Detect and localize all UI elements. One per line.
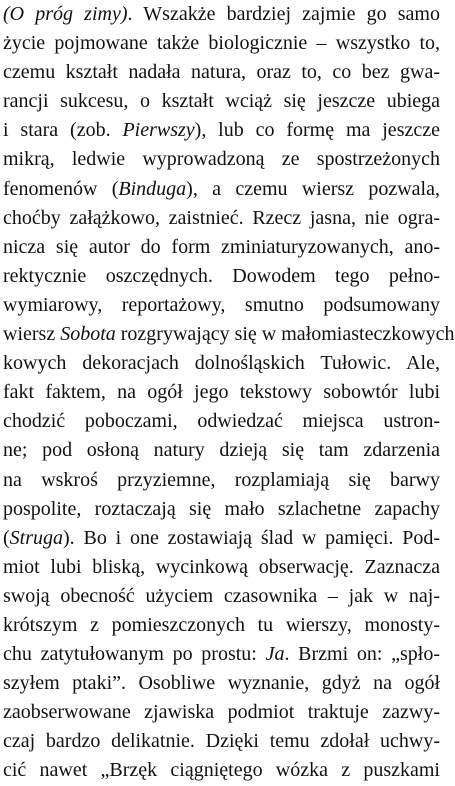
text-line [3, 320, 455, 349]
line-segment: fenomenów ( [3, 177, 119, 200]
text-line [3, 553, 440, 582]
line-segment: pospolite, roztaczają się mało szlachetne zapachy [3, 497, 440, 520]
line-segment: miot lubi bliską, wycinkową obserwację. Zaznacza [3, 555, 440, 578]
text-line [3, 29, 440, 58]
line-segment: ne; pod osłoną natury dzieją się tam zdarzenia [3, 439, 440, 462]
line-segment: ). Bo i one zostawiają ślad w pamięci. Pod- [63, 526, 440, 549]
line-segment: ( [3, 526, 10, 549]
line-segment: cić nawet „Brzęk ciągniętego wózka z puszkami [3, 759, 440, 782]
line-segment: Sobota [60, 323, 116, 346]
line-segment: czemu kształt nadała natura, oraz to, co bez gwa- [3, 61, 440, 84]
line-segment: Pierwszy [122, 119, 195, 142]
line-segment: wymiarowy, reportażowy, smutno podsumowany [3, 293, 440, 316]
text-line [3, 349, 440, 378]
line-segment: czaj bardzo delikatnie. Dzięki temu zdołał uchwy- [3, 730, 440, 753]
line-segment: Ja [265, 643, 285, 666]
line-segment: (O próg zimy) [3, 3, 128, 25]
text-line [3, 727, 440, 756]
text-line [3, 640, 440, 669]
text-line [3, 0, 440, 29]
text-line [3, 611, 440, 640]
line-segment: życie pojmowane także biologicznie – wszystko to, [3, 32, 440, 55]
line-segment: . Wszakże bardziej zajmie go samo [127, 3, 440, 25]
text-line [3, 175, 440, 204]
text-line [3, 378, 440, 407]
text-line [3, 466, 440, 495]
text-line [3, 262, 440, 291]
line-segment: chu zatytułowanym po prostu: [3, 643, 266, 666]
text-line [3, 756, 440, 785]
text-line [3, 291, 440, 320]
line-segment: kowych dekoracjach dolnośląskich Tułowic. Ale, [3, 352, 440, 375]
text-line [3, 407, 440, 436]
text-line [3, 116, 440, 145]
text-line [3, 495, 440, 524]
line-segment: swoją obecność użyciem czasownika – jak w naj- [3, 584, 440, 607]
line-segment: ), lub co formę ma jeszcze [194, 119, 440, 142]
line-segment: szyłem ptaki”. Osobliwe wyznanie, gdyż na ogół [3, 672, 440, 695]
line-segment: na wskroś przyziemne, rozplamiają się barwy [3, 468, 440, 491]
text-line [3, 233, 440, 262]
line-segment: krótszym z pomieszczonych tu wierszy, monosty- [3, 613, 440, 636]
text-line [3, 145, 440, 174]
line-segment: i stara (zob. [3, 119, 123, 142]
text-line [3, 58, 440, 87]
line-segment: Struga [9, 526, 64, 549]
text-line [3, 698, 440, 727]
line-segment: ), a czemu wiersz pozwala, [186, 177, 440, 200]
line-segment: chodzić poboczami, odwiedzać miejsca ustron- [3, 410, 440, 433]
line-segment: choćby załążkowo, zaistnieć. Rzecz jasna, nie ogra- [3, 206, 440, 229]
line-segment: . Brzmi on: „spło- [284, 643, 440, 666]
line-segment: rektycznie oszczędnych. Dowodem tego pełno- [3, 264, 440, 287]
line-segment: mikrą, ledwie wyprowadzoną ze spostrzeżonych [3, 148, 440, 171]
line-segment: nicza się autor do form zminiaturyzowanych, ano- [3, 235, 440, 258]
line-segment: fakt faktem, na ogół jego tekstowy sobowtór lubi [3, 381, 440, 404]
text-line [3, 87, 440, 116]
text-line [3, 204, 440, 233]
text-line [3, 669, 440, 698]
line-segment: rancji sukcesu, o kształt wciąż się jeszcze ubiega [3, 90, 440, 113]
line-segment: rozgrywający się w małomiasteczkowych [115, 323, 455, 346]
line-segment: wiersz [3, 323, 61, 346]
text-line [3, 436, 440, 465]
line-segment: Binduga [118, 177, 187, 200]
text-line [3, 524, 440, 553]
document-page [3, 0, 455, 782]
text-line [3, 582, 440, 611]
line-segment: zaobserwowane zjawiska podmiot traktuje zazwy- [3, 701, 440, 724]
